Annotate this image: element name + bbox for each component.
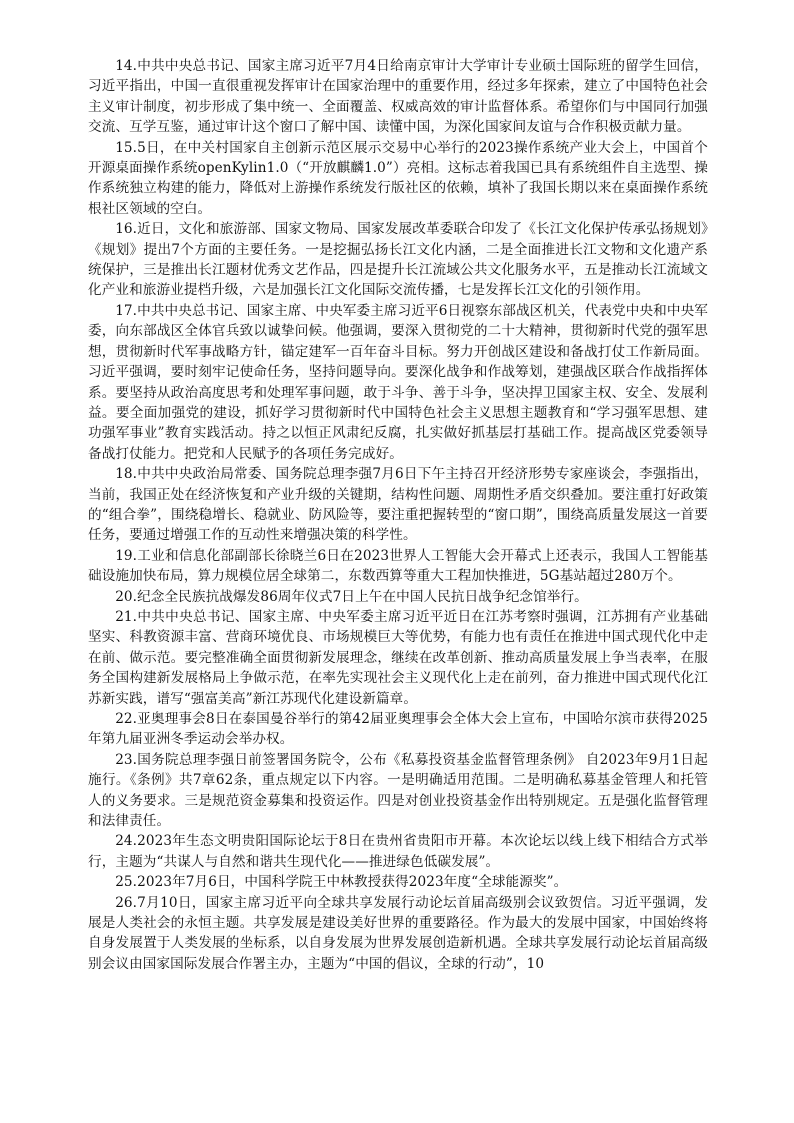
news-item-15: 15.5日，在中关村国家自主创新示范区展示交易中心举行的2023操作系统产业大会上，中国首个开源桌面操作系统openKylin1.0（“开放麒麟1.0”）亮相。这标志着我国已具有系统组件自主选型、操作系统独立构建的能力，降低对上游操作系统发行版社区的依赖，填补了我国长期以来在桌面操作系统根社区领域的空白。 xyxy=(88,139,708,217)
news-item-21: 21.中共中央总书记、国家主席、中央军委主席习近平近日在江苏考察时强调，江苏拥有产业基础坚实、科教资源丰富、营商环境优良、市场规模巨大等优势，有能力也有责任在推进中国式现代化中走在前、做示范。要完整准确全面贯彻新发展理念，继续在改革创新、推动高质量发展上争当表率，在服务全国构建新发展格局上争做示范，在率先实现社会主义现代化上走在前列，奋力推进中国式现代化江苏新实践，谱写“强富美高”新江苏现代化建设新篇章。 xyxy=(88,608,708,707)
news-item-14: 14.中共中央总书记、国家主席习近平7月4日给南京审计大学审计专业硕士国际班的留学生回信，习近平指出，中国一直很重视发挥审计在国家治理中的重要作用，经过多年探索，建立了中国特色社会主义审计制度，初步形成了集中统一、全面覆盖、权威高效的审计监督体系。希望你们与中国同行加强交流、互学互鉴，通过审计这个窗口了解中国、读懂中国，为深化国家间友谊与合作积极贡献力量。 xyxy=(88,58,708,136)
news-item-16: 16.近日，文化和旅游部、国家文物局、国家发展改革委联合印发了《长江文化保护传承弘扬规划》《规划》提出7个方面的主要任务。一是挖掘弘扬长江文化内涵，二是全面推进长江文物和文化遗产系统保护，三是推出长江题材优秀文艺作品，四是提升长江流域公共文化服务水平，五是推动长江流域文化产业和旅游业提档升级，六是加强长江文化国际交流传播，七是发挥长江文化的引领作用。 xyxy=(88,221,708,299)
news-item-18: 18.中共中央政治局常委、国务院总理李强7月6日下午主持召开经济形势专家座谈会，李强指出，当前，我国正处在经济恢复和产业升级的关键期，结构性问题、周期性矛盾交织叠加。要注重打好政策的“组合拳”，围绕稳增长、稳就业、防风险等，要注重把握转型的“窗口期”，围绕高质量发展这一首要任务，要通过增强工作的互动性来增强决策的科学性。 xyxy=(88,466,708,544)
news-item-20: 20.纪念全民族抗战爆发86周年仪式7日上午在中国人民抗日战争纪念馆举行。 xyxy=(115,588,588,605)
document-body xyxy=(88,56,708,974)
news-item-17: 17.中共中央总书记、国家主席、中央军委主席习近平6日视察东部战区机关，代表党中央和中央军委，向东部战区全体官兵致以诚挚问候。他强调，要深入贯彻党的二十大精神，贯彻新时代党的强军思想，贯彻新时代军事战略方针，锚定建军一百年奋斗目标。努力开创战区建设和备战打仗工作新局面。习近平强调，要时刻牢记使命任务，坚持问题导向。要深化战争和作战筹划，建强战区联合作战指挥体系。要坚持从政治高度思考和处理军事问题，敢于斗争、善于斗争，坚决捍卫国家主权、安全、发展利益。要全面加强党的建设，抓好学习贯彻新时代中国特色社会主义思想主题教育和“学习强军思想、建功强军事业”教育实践活动。持之以恒正风肃纪反腐，扎实做好抓基层打基础工作。提高战区党委领导备战打仗能力。把党和人民赋予的各项任务完成好。 xyxy=(88,302,708,462)
news-item-25: 25.2023年7月6日，中国科学院王中林教授获得2023年度“全球能源奖”。 xyxy=(115,874,568,891)
news-item-23: 23.国务院总理李强日前签署国务院令，公布《私募投资基金监督管理条例》 自2023年9月1日起施行。《条例》共7章62条，重点规定以下内容。一是明确适用范围。二是明确私募基金管理人和托管人的义务要求。三是规范资金募集和投资运作。四是对创业投资基金作出特别规定。五是强化监督管理和法律责任。 xyxy=(88,751,708,830)
news-item-24: 24.2023年生态文明贵阳国际论坛于8日在贵州省贵阳市开幕。本次论坛以线上线下相结合方式举行，主题为“共谋人与自然和谐共生现代化——推进绿色低碳发展”。 xyxy=(88,833,708,870)
news-item-22: 22.亚奥理事会8日在泰国曼谷举行的第42届亚奥理事会全体大会上宣布，中国哈尔滨市获得2025年第九届亚洲冬季运动会举办权。 xyxy=(88,711,708,748)
news-item-26: 26.7月10日，国家主席习近平向全球共享发展行动论坛首届高级别会议致贺信。习近平强调，发展是人类社会的永恒主题。共享发展是建设美好世界的重要路径。作为最大的发展中国家，中国始终将自身发展置于人类发展的坐标系，以自身发展为世界发展创造新机遇。全球共享发展行动论坛首届高级别会议由国家国际发展合作署主办，主题为“中国的倡议，全球的行动”，10 xyxy=(88,894,708,972)
news-item-19: 19.工业和信息化部副部长徐晓兰6日在2023世界人工智能大会开幕式上还表示，我国人工智能基础设施加快布局，算力规模位居全球第二，东数西算等重大工程加快推进，5G基站超过280万个。 xyxy=(88,547,708,585)
